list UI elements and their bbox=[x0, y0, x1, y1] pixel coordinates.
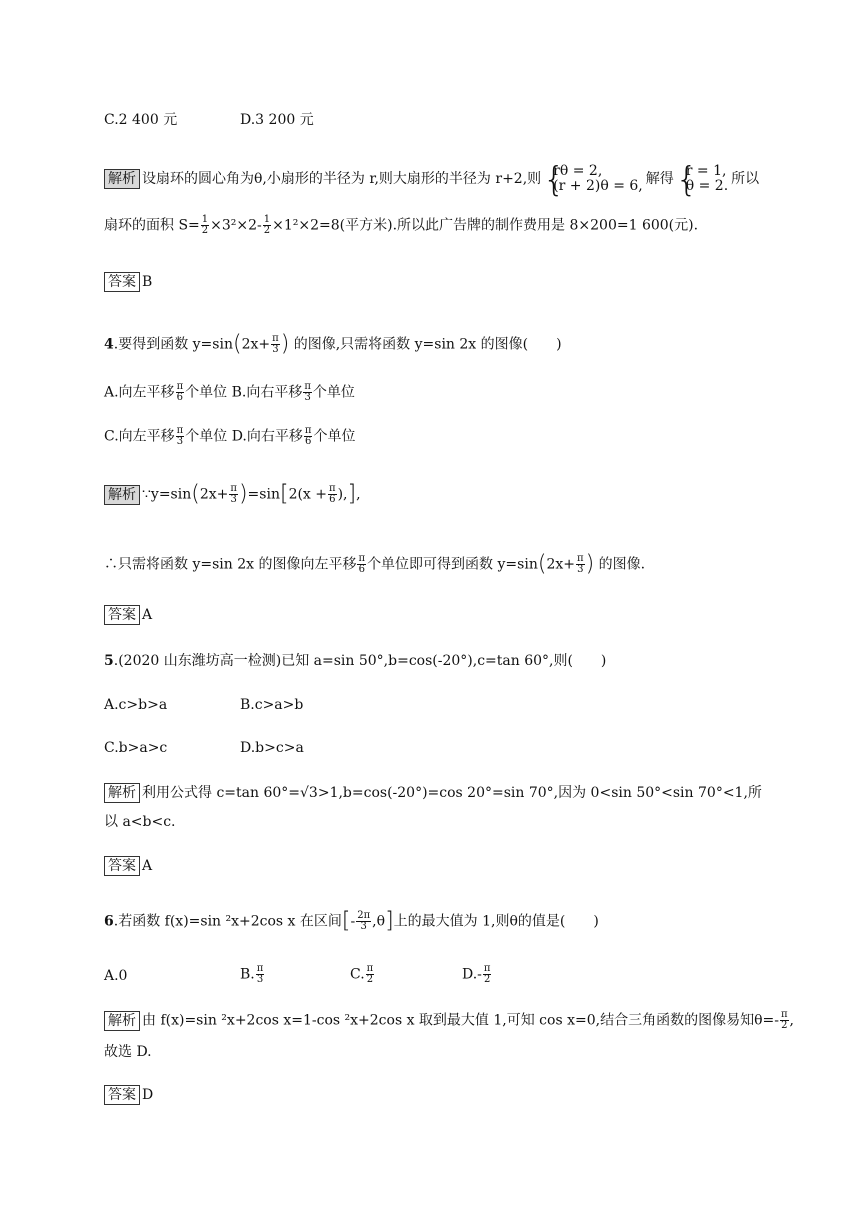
q3-answer: 答案 B bbox=[104, 272, 152, 292]
solution-system: { r = 1, θ = 2. bbox=[677, 164, 728, 194]
q5-stem: 5.(2020 山东潍坊高一检测)已知 a=sin 50°,b=cos(-20°),c=tan 60°,则( ) bbox=[104, 653, 607, 669]
q5-answer: 答案 A bbox=[104, 856, 152, 876]
q4-analysis-line2: ∴只需将函数 y=sin 2x 的图像向左平移 $\frac{\pi}{6}$ 个单位即可得到函数 y=sin(2x+ $\frac{\pi}{3}$ ) 的图像. bbox=[104, 551, 646, 577]
option-d: D.3 200 元 bbox=[240, 112, 314, 128]
answer-tag: 答案 bbox=[104, 605, 140, 625]
q4-stem: 4.要得到函数 y=sin(2x+ $\frac{\pi}{3}$ ) 的图像,只需将函数 y=sin 2x 的图像( ) bbox=[104, 331, 562, 357]
q3-analysis-line2: 扇环的面积 S= $\frac{1}{2}$ ×3²×2- $\frac{1}{2}$ ×1²×2=8(平方米).所以此广告牌的制作费用是 8×200=1 600(元). bbox=[104, 214, 699, 236]
q4-options-cd: C.向左平移 $\frac{\pi}{3}$ 个单位 D.向右平移 $\frac{\pi}{6}$ 个单位 bbox=[104, 425, 356, 447]
q6-option-b: B. $\frac{\pi}{3}$ bbox=[240, 963, 264, 985]
q6-analysis-line2: 故选 D. bbox=[104, 1044, 152, 1060]
q6-stem: 6.若函数 f(x)=sin ²x+2cos x 在区间[- $\frac{2\pi}{3}$ ,θ]上的最大值为 1,则θ的值是( ) bbox=[104, 908, 599, 934]
q5-option-d: D.b>c>a bbox=[240, 740, 304, 756]
q5-analysis-line2: 以 a<b<c. bbox=[104, 814, 176, 830]
q4-options-ab: A.向左平移 $\frac{\pi}{6}$ 个单位 B.向右平移 $\frac{\pi}{3}$ 个单位 bbox=[104, 381, 355, 403]
analysis-tag: 解析 bbox=[104, 485, 140, 505]
analysis-tag: 解析 bbox=[104, 169, 140, 189]
q5-option-c: C.b>a>c bbox=[104, 740, 168, 756]
q6-option-a: A.0 bbox=[104, 968, 128, 984]
answer-tag: 答案 bbox=[104, 1085, 140, 1105]
q4-answer: 答案 A bbox=[104, 605, 152, 625]
q3-analysis-line1: 解析 设扇环的圆心角为θ,小扇形的半径为 r,则大扇形的半径为 r+2,则 { rθ = 2, (r + 2)θ = 6, 解得 { r = 1, θ = 2. 所以 bbox=[104, 164, 759, 194]
q5-option-a: A.c>b>a bbox=[104, 697, 168, 713]
q4-analysis-line1: 解析 ∵y=sin(2x+ $\frac{\pi}{3}$ )=sin[2(x + $\frac{\pi}{6}$ ),], bbox=[104, 484, 361, 505]
q6-answer: 答案 D bbox=[104, 1085, 153, 1105]
q6-option-c: C. $\frac{\pi}{2}$ bbox=[350, 963, 374, 985]
option-c: C.2 400 元 bbox=[104, 112, 178, 128]
analysis-tag: 解析 bbox=[104, 1011, 140, 1031]
q5-option-b: B.c>a>b bbox=[240, 697, 304, 713]
q6-option-d: D.- $\frac{\pi}{2}$ bbox=[462, 963, 491, 985]
answer-tag: 答案 bbox=[104, 856, 140, 876]
equation-system: { rθ = 2, (r + 2)θ = 6, bbox=[544, 164, 643, 194]
analysis-tag: 解析 bbox=[104, 783, 140, 803]
q5-analysis-line1: 解析 利用公式得 c=tan 60°=√3>1,b=cos(-20°)=cos 20°=sin 70°,因为 0<sin 50°<sin 70°<1,所 bbox=[104, 783, 762, 803]
answer-tag: 答案 bbox=[104, 272, 140, 292]
q6-analysis-line1: 解析 由 f(x)=sin ²x+2cos x=1-cos ²x+2cos x 取到最大值 1,可知 cos x=0,结合三角函数的图像易知θ=- $\frac{\pi}{2}$ , bbox=[104, 1010, 794, 1031]
